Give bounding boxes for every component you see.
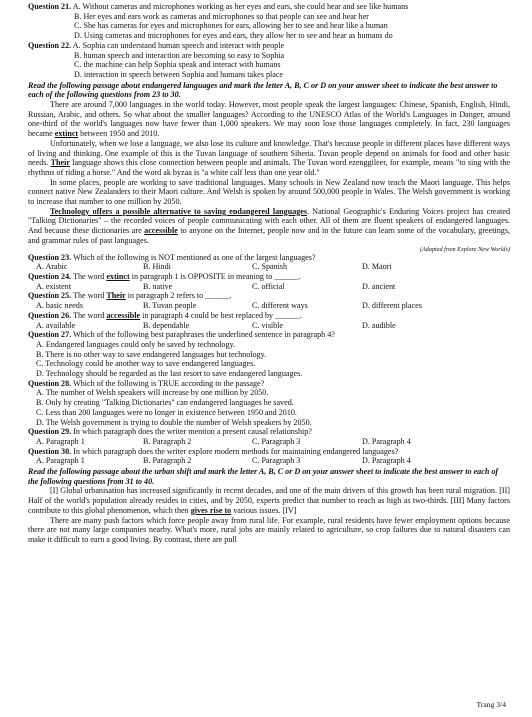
question-label: Question 22. [28,40,72,50]
option-c: C. visible [252,320,284,330]
question-stem: In which paragraph does the writer explore modern methods for maintaining endangered languages? [71,446,399,456]
option-c: C. different ways [252,301,308,311]
option-d: D. Maori [362,262,392,272]
option-a: A. Sophia can understand human speech and interact with people [72,40,285,50]
paragraph-1 [28,100,510,139]
question-29 [28,427,510,446]
text: various issues. [IV] [231,505,297,515]
option-d: D. interaction in speech between Sophia and humans takes place [74,69,284,79]
option-c: C. official [252,281,285,291]
option-c: C. Less than 200 languages were no longer in existence between 1950 and 2010. [36,407,297,417]
paragraph-4 [28,207,510,246]
question-26 [28,311,510,330]
highlighted-word: Their [106,291,126,301]
paragraph-6: There are many push factors which force people away from rural life. For example, rural residents have fewer employment options because there are not many large companies nearby. What's more, rural jobs are mainly related to agriculture, so crop failures due to natural disasters can make it difficult to earn a good living. By contrast, there are pull [28,515,510,544]
question-22 [28,41,510,80]
question-stem: in paragraph 4 could be best replaced by ______. [140,310,302,320]
option-c: C. the machine can help Sophia speak and interact with humans [74,60,281,70]
highlighted-word: extinct [106,271,130,281]
text: language shows this close connection between people and animals. The Tuvan word ezenggileer, for example, means "to sing with the rhythms of riding a horse." And the word ak byzaa is "a white calf less than one year old." [28,158,510,177]
option-a: A. Endangered languages could only be saved by technology. [36,339,236,349]
option-c: C. Spanish [252,262,288,272]
question-23 [28,253,510,272]
text: . National Geographic's Enduring Voices project has created "Talking Dictionaries" – the recorded voices of people communicating with each other. All of them are fluent speakers of endangered languages. And because these dictionaries are [28,206,510,236]
question-label: Question 23. [28,252,72,262]
text: Unfortunately, when we lose a language, we also lose its culture and knowledge. That's because people in different places have different ways of living and thinking. One example of this is the Tuvan language of southern Siberia. Tuvan people depend on animals for food and other basic needs. [28,138,510,168]
option-c: C. Technology could be another way to save endangered languages. [36,359,256,369]
question-stem: In which paragraph does the writer mention a present causal relationship? [71,427,312,437]
highlighted-word: accessible [106,310,141,320]
question-stem: The word [71,291,107,301]
option-b: B. Paragraph 2 [143,456,192,466]
question-stem: Which of the following is TRUE according to the passage? [71,378,265,388]
underlined-sentence: Technology offers a possible alternative to saving endangered languages [50,206,308,216]
question-21 [28,2,510,41]
text: There are around 7,000 languages in the world today. However, most people speak the largest languages: Chinese, Spanish, English, Hindi, Russian, Arabic, and others. So what about the smaller languages? According to the UNESCO Atlas of the World's Languages in Danger, around one-third of the world's languages now have fewer than 1,000 speakers. We may soon lose those languages completely. In fact, 230 languages became [28,100,510,139]
option-d: D. different places [362,301,422,311]
question-stem: The word [71,310,107,320]
option-b: B. Hindi [143,262,171,272]
option-b: B. Tuvan people [143,301,197,311]
question-28 [28,379,510,428]
option-a: A. existent [36,281,72,291]
option-d: D. Paragraph 4 [362,456,411,466]
question-stem: The word [71,271,107,281]
option-a: A. The number of Welsh speakers will increase by one million by 2050. [36,388,269,398]
highlighted-word: gives rise to [190,505,232,515]
option-c: C. Paragraph 3 [252,436,301,446]
option-c: C. She has cameras for eyes and microphones for ears, allowing her to see and hear like a human [74,21,388,31]
option-b: B. Her eyes and ears work as cameras and microphones so that people can see and hear her [74,11,369,21]
question-label: Question 24. [28,271,72,281]
highlighted-word: Their [50,158,70,168]
question-label: Question 30. [28,446,72,456]
option-c: C. Paragraph 3 [252,456,301,466]
question-30 [28,447,510,466]
option-b: B. dependable [143,320,190,330]
option-d: D. Technology should be regarded as the last resort to save endangered languages. [36,369,303,379]
highlighted-word: accessible [144,226,178,236]
option-d: D. audible [362,320,396,330]
option-b: B. There is no other way to save endangered languages but technology. [36,349,267,359]
option-d: D. ancient [362,281,396,291]
question-label: Question 29. [28,427,72,437]
option-a: A. Without cameras and microphones working as her eyes and ears, she could hear and see like humans [72,2,409,11]
question-label: Question 28. [28,378,72,388]
question-stem: Which of the following best paraphrases the underlined sentence in paragraph 4? [71,330,335,340]
source-note: (Adapted from Explore New Worlds) [419,245,510,253]
text: to anyone on the Internet, people now and in the future can learn some of the vocabulary, greetings, and grammar rules of past languages. [28,226,510,245]
option-a: A. basic needs [36,301,83,311]
option-b: B. native [143,281,173,291]
option-a: A. available [36,320,76,330]
question-24 [28,272,510,291]
question-27 [28,330,510,379]
option-d: D. The Welsh government is trying to double the number of Welsh speakers by 2050. [36,417,312,427]
question-label: Question 21. [28,2,72,11]
passage-instruction: Read the following passage about endangered languages and mark the letter A, B, C or D on your answer sheet to indicate the best answer to each of the following questions from 23 to 30. [28,80,498,100]
question-stem: Which of the following is NOT mentioned as one of the largest languages? [71,252,316,262]
highlighted-word: extinct [54,129,79,139]
paragraph-5 [28,486,510,515]
option-a: A. Arabic [36,262,68,272]
exam-page [28,2,510,545]
option-b: B. human speech and interaction are becoming so easy to Sophia [74,50,285,60]
passage-instruction: Read the following passage about the urban shift and mark the letter A, B, C or D on your answer sheet to indicate the best answer to each of the following questions from 31 to 40. [28,467,499,486]
paragraph-3: In some places, people are working to save traditional languages. Many schools in New Zealand now teach the Maori language. This helps connect native New Zealanders to their Maori culture. And Welsh is spoken by around 500,000 people in Wales. The Welsh government is working to increase that number to one million by 2050. [28,177,510,207]
question-label: Question 27. [28,330,72,340]
option-a: A. Paragraph 1 [36,456,85,466]
question-stem: in paragraph 1 is OPPOSITE in meaning to ______. [129,271,301,281]
text: [I] Global urbanisation has increased significantly in recent decades, and one of the main drivers of this growth has been rural migration. [II] Half of the world's population already resides in cities, and by 2050, experts predict that number to reach as high as two-thirds. [III] Many factors contribute to this global phenomenon, which then [28,486,510,515]
paragraph-2 [28,139,510,178]
question-label: Question 26. [28,310,72,320]
option-d: D. Using cameras and microphones for eyes and ears, they allow her to see and hear as humans do [74,31,393,41]
question-label: Question 25. [28,291,72,301]
option-b: B. Only by creating "Talking Dictionaries" can endangered languages be saved. [36,398,294,408]
option-b: B. Paragraph 2 [143,436,192,446]
page-number: Trang 3/4 [476,700,506,709]
question-stem: in paragraph 2 refers to ______. [125,291,232,301]
option-a: A. Paragraph 1 [36,436,85,446]
text: between 1950 and 2010. [78,129,160,139]
question-25 [28,291,510,310]
option-d: D. Paragraph 4 [362,436,411,446]
